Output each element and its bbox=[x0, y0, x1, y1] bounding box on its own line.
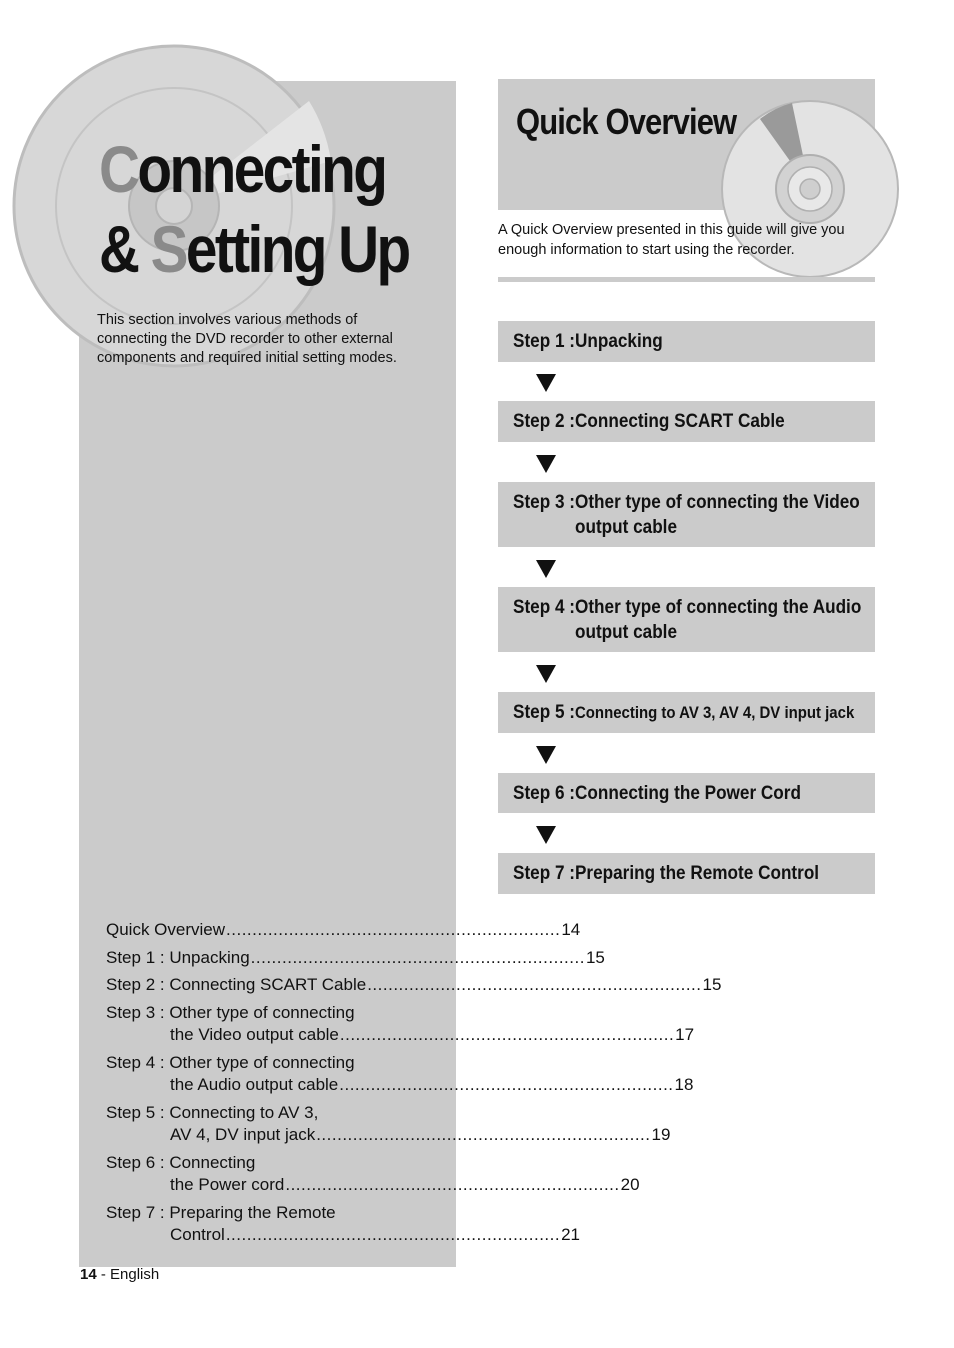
step-5-box[interactable] bbox=[498, 692, 875, 733]
title-ampersand: & bbox=[99, 212, 151, 286]
step-text: Other type of connecting the Video output cable bbox=[574, 490, 860, 538]
title-word-setting-up: etting Up bbox=[185, 212, 409, 286]
step-label: Step 3 : bbox=[513, 490, 575, 513]
toc-page-number: 18 bbox=[674, 1075, 694, 1094]
toc-leader: ................................................................ bbox=[226, 920, 561, 939]
step-label: Step 1 : bbox=[513, 330, 575, 352]
toc-leader: ................................................................ bbox=[285, 1175, 620, 1194]
quick-overview-title: Quick Overview bbox=[516, 101, 737, 142]
toc-entry-title: Step 7 : Preparing the Remote bbox=[106, 1202, 336, 1222]
quick-overview-header bbox=[498, 79, 875, 210]
down-arrow-icon bbox=[536, 665, 556, 683]
description-line: A Quick Overview presented in this guide will give you bbox=[498, 222, 845, 238]
step-label: Step 2 : bbox=[513, 410, 575, 432]
toc-leader: ................................................................ bbox=[339, 1025, 675, 1044]
toc-entry-title: Step 4 : Other type of connecting bbox=[106, 1052, 355, 1072]
footer-language: English bbox=[110, 1266, 160, 1283]
quick-overview-description bbox=[498, 221, 878, 260]
toc-entry-step-2[interactable] bbox=[106, 974, 722, 997]
step-text: Other type of connecting the Audio output cable bbox=[574, 595, 862, 643]
toc-entry-title-cont: the Audio output cable bbox=[170, 1075, 339, 1094]
toc-entry-step-7[interactable] bbox=[106, 1202, 581, 1247]
page-footer bbox=[80, 1266, 159, 1283]
down-arrow-icon bbox=[536, 374, 556, 392]
toc-entry-title: Step 3 : Other type of connecting bbox=[106, 1002, 355, 1022]
step-text: Unpacking bbox=[574, 330, 663, 352]
toc-page-number: 20 bbox=[620, 1175, 640, 1194]
toc-entry-step-4[interactable] bbox=[106, 1052, 694, 1097]
toc-entry-step-3[interactable] bbox=[106, 1002, 695, 1047]
toc-entry-step-6[interactable] bbox=[106, 1152, 640, 1197]
title-word-connecting: onnecting bbox=[137, 132, 386, 206]
intro-line: components and required initial setting modes. bbox=[97, 350, 397, 366]
step-6-box[interactable] bbox=[498, 773, 875, 813]
toc-page-number: 21 bbox=[561, 1225, 581, 1244]
intro-line: connecting the DVD recorder to other external bbox=[97, 331, 393, 347]
step-text: Connecting to AV 3, AV 4, DV input jack bbox=[574, 703, 855, 722]
toc-entry-title-cont: Control bbox=[170, 1225, 225, 1244]
step-label: Step 4 : bbox=[513, 595, 575, 618]
step-label: Step 6 : bbox=[513, 781, 575, 804]
down-arrow-icon bbox=[536, 826, 556, 844]
page-number: 14 bbox=[80, 1266, 97, 1283]
toc-entry-title: Step 5 : Connecting to AV 3, bbox=[106, 1102, 319, 1122]
toc-entry-title-cont: the Video output cable bbox=[170, 1025, 339, 1044]
step-label: Step 7 : bbox=[513, 862, 575, 884]
step-label: Step 5 : bbox=[513, 701, 575, 723]
toc-entry-title-cont: AV 4, DV input jack bbox=[170, 1125, 316, 1144]
step-text: Preparing the Remote Control bbox=[574, 862, 820, 884]
toc-page-number: 17 bbox=[675, 1025, 695, 1044]
step-4-box[interactable] bbox=[498, 587, 875, 652]
toc-entry-quick-overview[interactable] bbox=[106, 919, 581, 942]
step-text: Connecting SCART Cable bbox=[574, 410, 785, 432]
toc-entry-title: Step 6 : Connecting bbox=[106, 1152, 256, 1172]
toc-page-number: 15 bbox=[702, 975, 722, 994]
toc-entry-title: Step 2 : Connecting SCART Cable bbox=[106, 975, 367, 994]
step-3-box[interactable] bbox=[498, 482, 875, 547]
toc-entry-title: Step 1 : Unpacking bbox=[106, 947, 250, 967]
step-2-box[interactable] bbox=[498, 401, 875, 442]
toc-page-number: 19 bbox=[651, 1125, 671, 1144]
step-7-box[interactable] bbox=[498, 853, 875, 894]
toc-leader: ................................................................ bbox=[225, 1225, 561, 1244]
section-title bbox=[99, 129, 409, 289]
step-1-box[interactable] bbox=[498, 321, 875, 362]
divider bbox=[498, 277, 875, 282]
toc-leader: ................................................................ bbox=[250, 947, 585, 967]
down-arrow-icon bbox=[536, 560, 556, 578]
toc-entry-step-1[interactable] bbox=[106, 947, 605, 970]
title-initial-s: S bbox=[150, 212, 186, 286]
toc-leader: ................................................................ bbox=[339, 1075, 674, 1094]
title-initial-c: C bbox=[99, 132, 138, 206]
toc-leader: ................................................................ bbox=[316, 1125, 651, 1144]
toc-entry-title-cont: the Power cord bbox=[170, 1175, 285, 1194]
toc-entry-title: Quick Overview bbox=[106, 920, 226, 939]
description-line: enough information to start using the recorder. bbox=[498, 241, 795, 258]
toc-page-number: 15 bbox=[585, 947, 605, 967]
toc-entry-step-5[interactable] bbox=[106, 1102, 671, 1147]
toc-page-number: 14 bbox=[561, 920, 581, 939]
step-text: Connecting the Power Cord bbox=[574, 781, 801, 804]
intro-line: This section involves various methods of bbox=[97, 312, 358, 328]
down-arrow-icon bbox=[536, 455, 556, 473]
section-intro bbox=[97, 311, 437, 368]
toc-leader: ................................................................ bbox=[367, 975, 702, 994]
down-arrow-icon bbox=[536, 746, 556, 764]
table-of-contents bbox=[106, 919, 722, 1252]
footer-separator: - bbox=[96, 1266, 111, 1283]
